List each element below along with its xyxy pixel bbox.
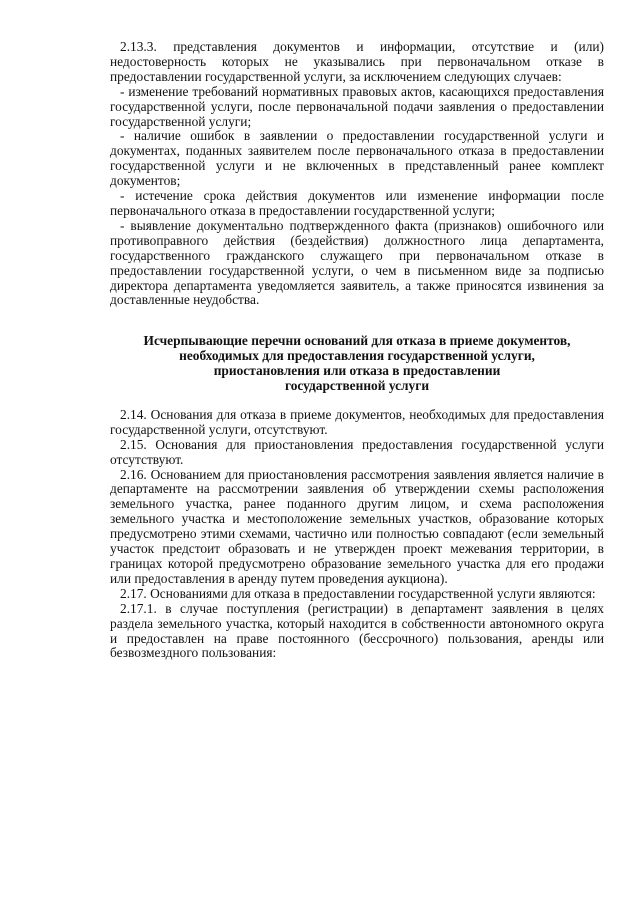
paragraph-2-17-1: 2.17.1. в случае поступления (регистрации) в департамент заявления в целях раздела земельного участка, который находится в собственности автономного округа и предоставлен на праве постоянного (бессрочного) пользования, аренды или безвозмездного пользования: (110, 600, 604, 661)
section-heading (110, 334, 604, 394)
paragraph-2-14: 2.14. Основания для отказа в приеме документов, необходимых для предоставления государственной услуги, отсутствуют. (110, 406, 604, 437)
paragraph-2-15: 2.15. Основания для приостановления предоставления государственной услуги отсутствуют. (110, 436, 604, 467)
paragraph-2-13-3: 2.13.3. представления документов и информации, отсутствие и (или) недостоверность которых не указывались при первоначальном отказе в предоставлении государственной услуги, за исключением следующих случаев: (110, 39, 604, 84)
section-heading-line-4: государственной услуги (284, 378, 430, 394)
section-heading-line-3: приостановления или отказа в предоставлении (213, 363, 501, 379)
paragraph-2-16: 2.16. Основанием для приостановления рассмотрения заявления является наличие в департаменте на рассмотрении заявления об утверждении схемы расположения земельного участка, ранее поданного другим лицом, и схема расположения земельного участка и местоположение земельных участков, образование которых предусмотрено этими схемами, частично или полностью совпадают (если земельный участок предстоит образовать и не утвержден проект межевания территории, в границах которой предусмотрено образование земельного участка для его продажи или предоставления в аренду путем проведения аукциона). (110, 466, 604, 586)
section-heading-line-2: необходимых для предоставления государственной услуги, (179, 348, 535, 364)
list-item-errors-in-application: - наличие ошибок в заявлении о предоставлении государственной услуги и документах, поданных заявителем после первоначального отказа в предоставлении государственной услуги и не включенных в представленный ранее комплект документов; (110, 128, 604, 189)
paragraph-2-17: 2.17. Основаниями для отказа в предоставлении государственной услуги являются: (120, 585, 596, 601)
document-page (110, 40, 604, 661)
section-heading-line-1: Исчерпывающие перечни оснований для отказа в приеме документов, (143, 333, 571, 349)
list-item-document-expiry: - истечение срока действия документов или изменение информации после первоначального отказа в предоставлении государственной услуги; (110, 188, 604, 218)
list-item-law-change: - изменение требований нормативных правовых актов, касающихся предоставления государственной услуги, после первоначальной подачи заявления о предоставлении государственной услуги; (110, 83, 604, 129)
list-item-misconduct-detected: - выявление документально подтвержденного факта (признаков) ошибочного или противоправного действия (бездействия) должностного лица департамента, государственного гражданского служащего при первоначальном отказе в предоставлении государственной услуги, о чем в письменном виде за подписью директора департамента уведомляется заявитель, а также приносятся извинения за доставленные неудобства. (110, 217, 604, 308)
